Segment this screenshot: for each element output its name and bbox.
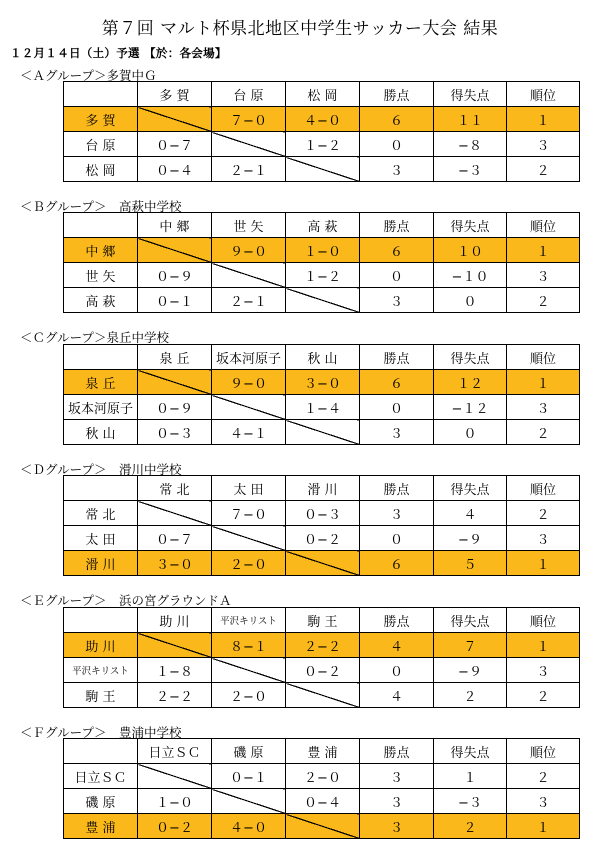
opponent-header: 坂本河原子 [212, 345, 286, 370]
goal-diff-cell: ５ [434, 551, 507, 576]
goal-diff-cell: −１０ [434, 263, 507, 288]
opponent-header: 中 郷 [138, 213, 212, 238]
corner-cell [64, 608, 138, 633]
table-row [64, 658, 580, 683]
match-score: ３−０ [138, 551, 212, 576]
team-name: 日立ＳＣ [64, 764, 138, 789]
match-score: １−２ [286, 132, 360, 157]
points-cell: ０ [360, 658, 434, 683]
match-score: ２−０ [212, 683, 286, 708]
match-score: ７−０ [212, 107, 286, 132]
points-cell: ４ [360, 683, 434, 708]
opponent-header: 助 川 [138, 608, 212, 633]
opponent-header: 台 原 [212, 82, 286, 107]
match-score: １−２ [286, 263, 360, 288]
points-header: 勝点 [360, 608, 434, 633]
self-match-cell [286, 683, 360, 708]
match-score: ０−９ [138, 395, 212, 420]
rank-cell: １ [507, 238, 580, 263]
match-score: ２−２ [138, 683, 212, 708]
points-cell: ３ [360, 764, 434, 789]
goal-diff-cell: ７ [434, 633, 507, 658]
table-row [64, 132, 580, 157]
rank-cell: ２ [507, 683, 580, 708]
match-score: １−８ [138, 658, 212, 683]
match-score: ９−０ [212, 238, 286, 263]
goal-diff-header: 得失点 [434, 213, 507, 238]
rank-cell: ３ [507, 526, 580, 551]
group-results-table [63, 344, 580, 445]
points-cell: ０ [360, 132, 434, 157]
header-row [64, 739, 580, 764]
table-row [64, 683, 580, 708]
opponent-header: 日立ＳＣ [138, 739, 212, 764]
rank-cell: ３ [507, 789, 580, 814]
group-results-table [63, 607, 580, 708]
table-row [64, 157, 580, 182]
corner-cell [64, 739, 138, 764]
group-heading: ＜Ｆグループ＞ 豊浦中学校 [20, 725, 182, 740]
goal-diff-cell: −８ [434, 132, 507, 157]
goal-diff-cell: １２ [434, 370, 507, 395]
table-row [64, 395, 580, 420]
goal-diff-cell: ０ [434, 288, 507, 313]
rank-header: 順位 [507, 345, 580, 370]
goal-diff-cell: ４ [434, 501, 507, 526]
rank-cell: ３ [507, 263, 580, 288]
match-score: ０−２ [138, 814, 212, 839]
rank-header: 順位 [507, 476, 580, 501]
self-match-cell [138, 370, 212, 395]
match-score: ４−０ [212, 814, 286, 839]
match-score: ２−１ [212, 288, 286, 313]
self-match-cell [212, 132, 286, 157]
match-score: ０−１ [212, 764, 286, 789]
goal-diff-cell: −３ [434, 157, 507, 182]
points-cell: ０ [360, 263, 434, 288]
rank-header: 順位 [507, 739, 580, 764]
goal-diff-cell: −９ [434, 526, 507, 551]
points-header: 勝点 [360, 476, 434, 501]
table-row [64, 526, 580, 551]
match-score: ０−３ [138, 420, 212, 445]
rank-cell: ３ [507, 132, 580, 157]
table-row [64, 238, 580, 263]
goal-diff-cell: −１２ [434, 395, 507, 420]
points-cell: ０ [360, 526, 434, 551]
team-name: 豊 浦 [64, 814, 138, 839]
match-score: ０−７ [138, 526, 212, 551]
opponent-header: 滑 川 [286, 476, 360, 501]
opponent-header: 松 岡 [286, 82, 360, 107]
self-match-cell [286, 157, 360, 182]
points-cell: ０ [360, 395, 434, 420]
group-heading: ＜Ｂグループ＞ 高萩中学校 [20, 199, 182, 214]
rank-cell: ２ [507, 157, 580, 182]
points-cell: ６ [360, 551, 434, 576]
opponent-header: 多 賀 [138, 82, 212, 107]
self-match-cell [286, 814, 360, 839]
team-name: 滑 川 [64, 551, 138, 576]
self-match-cell [212, 658, 286, 683]
corner-cell [64, 213, 138, 238]
match-score: ２−０ [286, 764, 360, 789]
rank-cell: ２ [507, 501, 580, 526]
self-match-cell [138, 764, 212, 789]
team-name: 秋 山 [64, 420, 138, 445]
self-match-cell [286, 420, 360, 445]
group-heading: ＜Ｅグループ＞ 浜の宮グラウンドＡ [20, 593, 232, 608]
goal-diff-header: 得失点 [434, 82, 507, 107]
opponent-header: 駒 王 [286, 608, 360, 633]
points-header: 勝点 [360, 739, 434, 764]
table-row [64, 789, 580, 814]
group-heading: ＜Ｃグループ＞泉丘中学校 [20, 330, 170, 345]
self-match-cell [138, 633, 212, 658]
goal-diff-cell: ２ [434, 814, 507, 839]
team-name: 平沢キリスト [64, 658, 138, 683]
self-match-cell [286, 288, 360, 313]
match-score: ８−１ [212, 633, 286, 658]
group-results-table [63, 475, 580, 576]
goal-diff-cell: ０ [434, 420, 507, 445]
table-row [64, 107, 580, 132]
corner-cell [64, 345, 138, 370]
group-results-table [63, 738, 580, 839]
team-name: 駒 王 [64, 683, 138, 708]
self-match-cell [286, 551, 360, 576]
header-row [64, 213, 580, 238]
match-score: ０−４ [138, 157, 212, 182]
goal-diff-header: 得失点 [434, 476, 507, 501]
points-cell: ３ [360, 288, 434, 313]
rank-cell: １ [507, 551, 580, 576]
opponent-header: 秋 山 [286, 345, 360, 370]
opponent-header: 豊 浦 [286, 739, 360, 764]
team-name: 台 原 [64, 132, 138, 157]
match-score: ２−２ [286, 633, 360, 658]
team-name: 高 萩 [64, 288, 138, 313]
opponent-header: 世 矢 [212, 213, 286, 238]
table-row [64, 633, 580, 658]
points-cell: ６ [360, 107, 434, 132]
rank-cell: ３ [507, 395, 580, 420]
points-cell: ３ [360, 157, 434, 182]
match-score: ４−１ [212, 420, 286, 445]
self-match-cell [212, 395, 286, 420]
points-cell: ６ [360, 238, 434, 263]
match-score: ０−３ [286, 501, 360, 526]
points-cell: ３ [360, 501, 434, 526]
team-name: 太 田 [64, 526, 138, 551]
points-cell: ３ [360, 789, 434, 814]
rank-header: 順位 [507, 608, 580, 633]
points-header: 勝点 [360, 82, 434, 107]
goal-diff-header: 得失点 [434, 739, 507, 764]
header-row [64, 608, 580, 633]
team-name: 中 郷 [64, 238, 138, 263]
opponent-header: 太 田 [212, 476, 286, 501]
team-name: 多 賀 [64, 107, 138, 132]
table-row [64, 764, 580, 789]
match-score: ０−４ [286, 789, 360, 814]
rank-cell: ３ [507, 658, 580, 683]
header-row [64, 82, 580, 107]
corner-cell [64, 82, 138, 107]
table-row [64, 263, 580, 288]
corner-cell [64, 476, 138, 501]
match-score: ０−２ [286, 658, 360, 683]
goal-diff-cell: １ [434, 764, 507, 789]
goal-diff-cell: −９ [434, 658, 507, 683]
goal-diff-header: 得失点 [434, 345, 507, 370]
match-score: １−０ [138, 789, 212, 814]
goal-diff-header: 得失点 [434, 608, 507, 633]
self-match-cell [212, 789, 286, 814]
header-row [64, 476, 580, 501]
self-match-cell [212, 526, 286, 551]
table-row [64, 814, 580, 839]
match-score: ９−０ [212, 370, 286, 395]
group-heading: ＜Ａグループ＞多賀中Ｇ [20, 68, 157, 83]
self-match-cell [138, 501, 212, 526]
points-cell: ４ [360, 633, 434, 658]
match-score: ０−１ [138, 288, 212, 313]
rank-cell: １ [507, 370, 580, 395]
self-match-cell [138, 107, 212, 132]
header-row [64, 345, 580, 370]
match-score: ２−０ [212, 551, 286, 576]
goal-diff-cell: １１ [434, 107, 507, 132]
page-title: 第７回 マルト杯県北地区中学生サッカー大会 結果 [101, 19, 499, 39]
team-name: 泉 丘 [64, 370, 138, 395]
opponent-header: 常 北 [138, 476, 212, 501]
points-header: 勝点 [360, 213, 434, 238]
goal-diff-cell: ２ [434, 683, 507, 708]
match-score: ０−９ [138, 263, 212, 288]
opponent-header: 磯 原 [212, 739, 286, 764]
rank-cell: １ [507, 814, 580, 839]
self-match-cell [138, 238, 212, 263]
table-row [64, 501, 580, 526]
points-cell: ３ [360, 814, 434, 839]
opponent-header: 平沢キリスト [212, 608, 286, 633]
rank-cell: １ [507, 107, 580, 132]
match-score: １−４ [286, 395, 360, 420]
goal-diff-cell: −３ [434, 789, 507, 814]
rank-cell: ２ [507, 288, 580, 313]
rank-header: 順位 [507, 82, 580, 107]
match-score: ７−０ [212, 501, 286, 526]
rank-cell: ２ [507, 764, 580, 789]
match-score: １−０ [286, 238, 360, 263]
points-cell: ６ [360, 370, 434, 395]
rank-cell: ２ [507, 420, 580, 445]
match-score: ３−０ [286, 370, 360, 395]
match-score: ０−７ [138, 132, 212, 157]
match-score: ２−１ [212, 157, 286, 182]
team-name: 常 北 [64, 501, 138, 526]
group-heading: ＜Ｄグループ＞ 滑川中学校 [20, 462, 182, 477]
rank-cell: １ [507, 633, 580, 658]
table-row [64, 370, 580, 395]
opponent-header: 高 萩 [286, 213, 360, 238]
match-score: ０−２ [286, 526, 360, 551]
team-name: 助 川 [64, 633, 138, 658]
points-header: 勝点 [360, 345, 434, 370]
goal-diff-cell: １０ [434, 238, 507, 263]
table-row [64, 288, 580, 313]
date-line: １２月１４日（土）予選 【於：各会場】 [10, 46, 227, 60]
team-name: 世 矢 [64, 263, 138, 288]
table-row [64, 551, 580, 576]
team-name: 磯 原 [64, 789, 138, 814]
group-results-table [63, 212, 580, 313]
opponent-header: 泉 丘 [138, 345, 212, 370]
match-score: ４−０ [286, 107, 360, 132]
rank-header: 順位 [507, 213, 580, 238]
points-cell: ３ [360, 420, 434, 445]
table-row [64, 420, 580, 445]
self-match-cell [212, 263, 286, 288]
group-results-table [63, 81, 580, 182]
team-name: 松 岡 [64, 157, 138, 182]
team-name: 坂本河原子 [64, 395, 138, 420]
